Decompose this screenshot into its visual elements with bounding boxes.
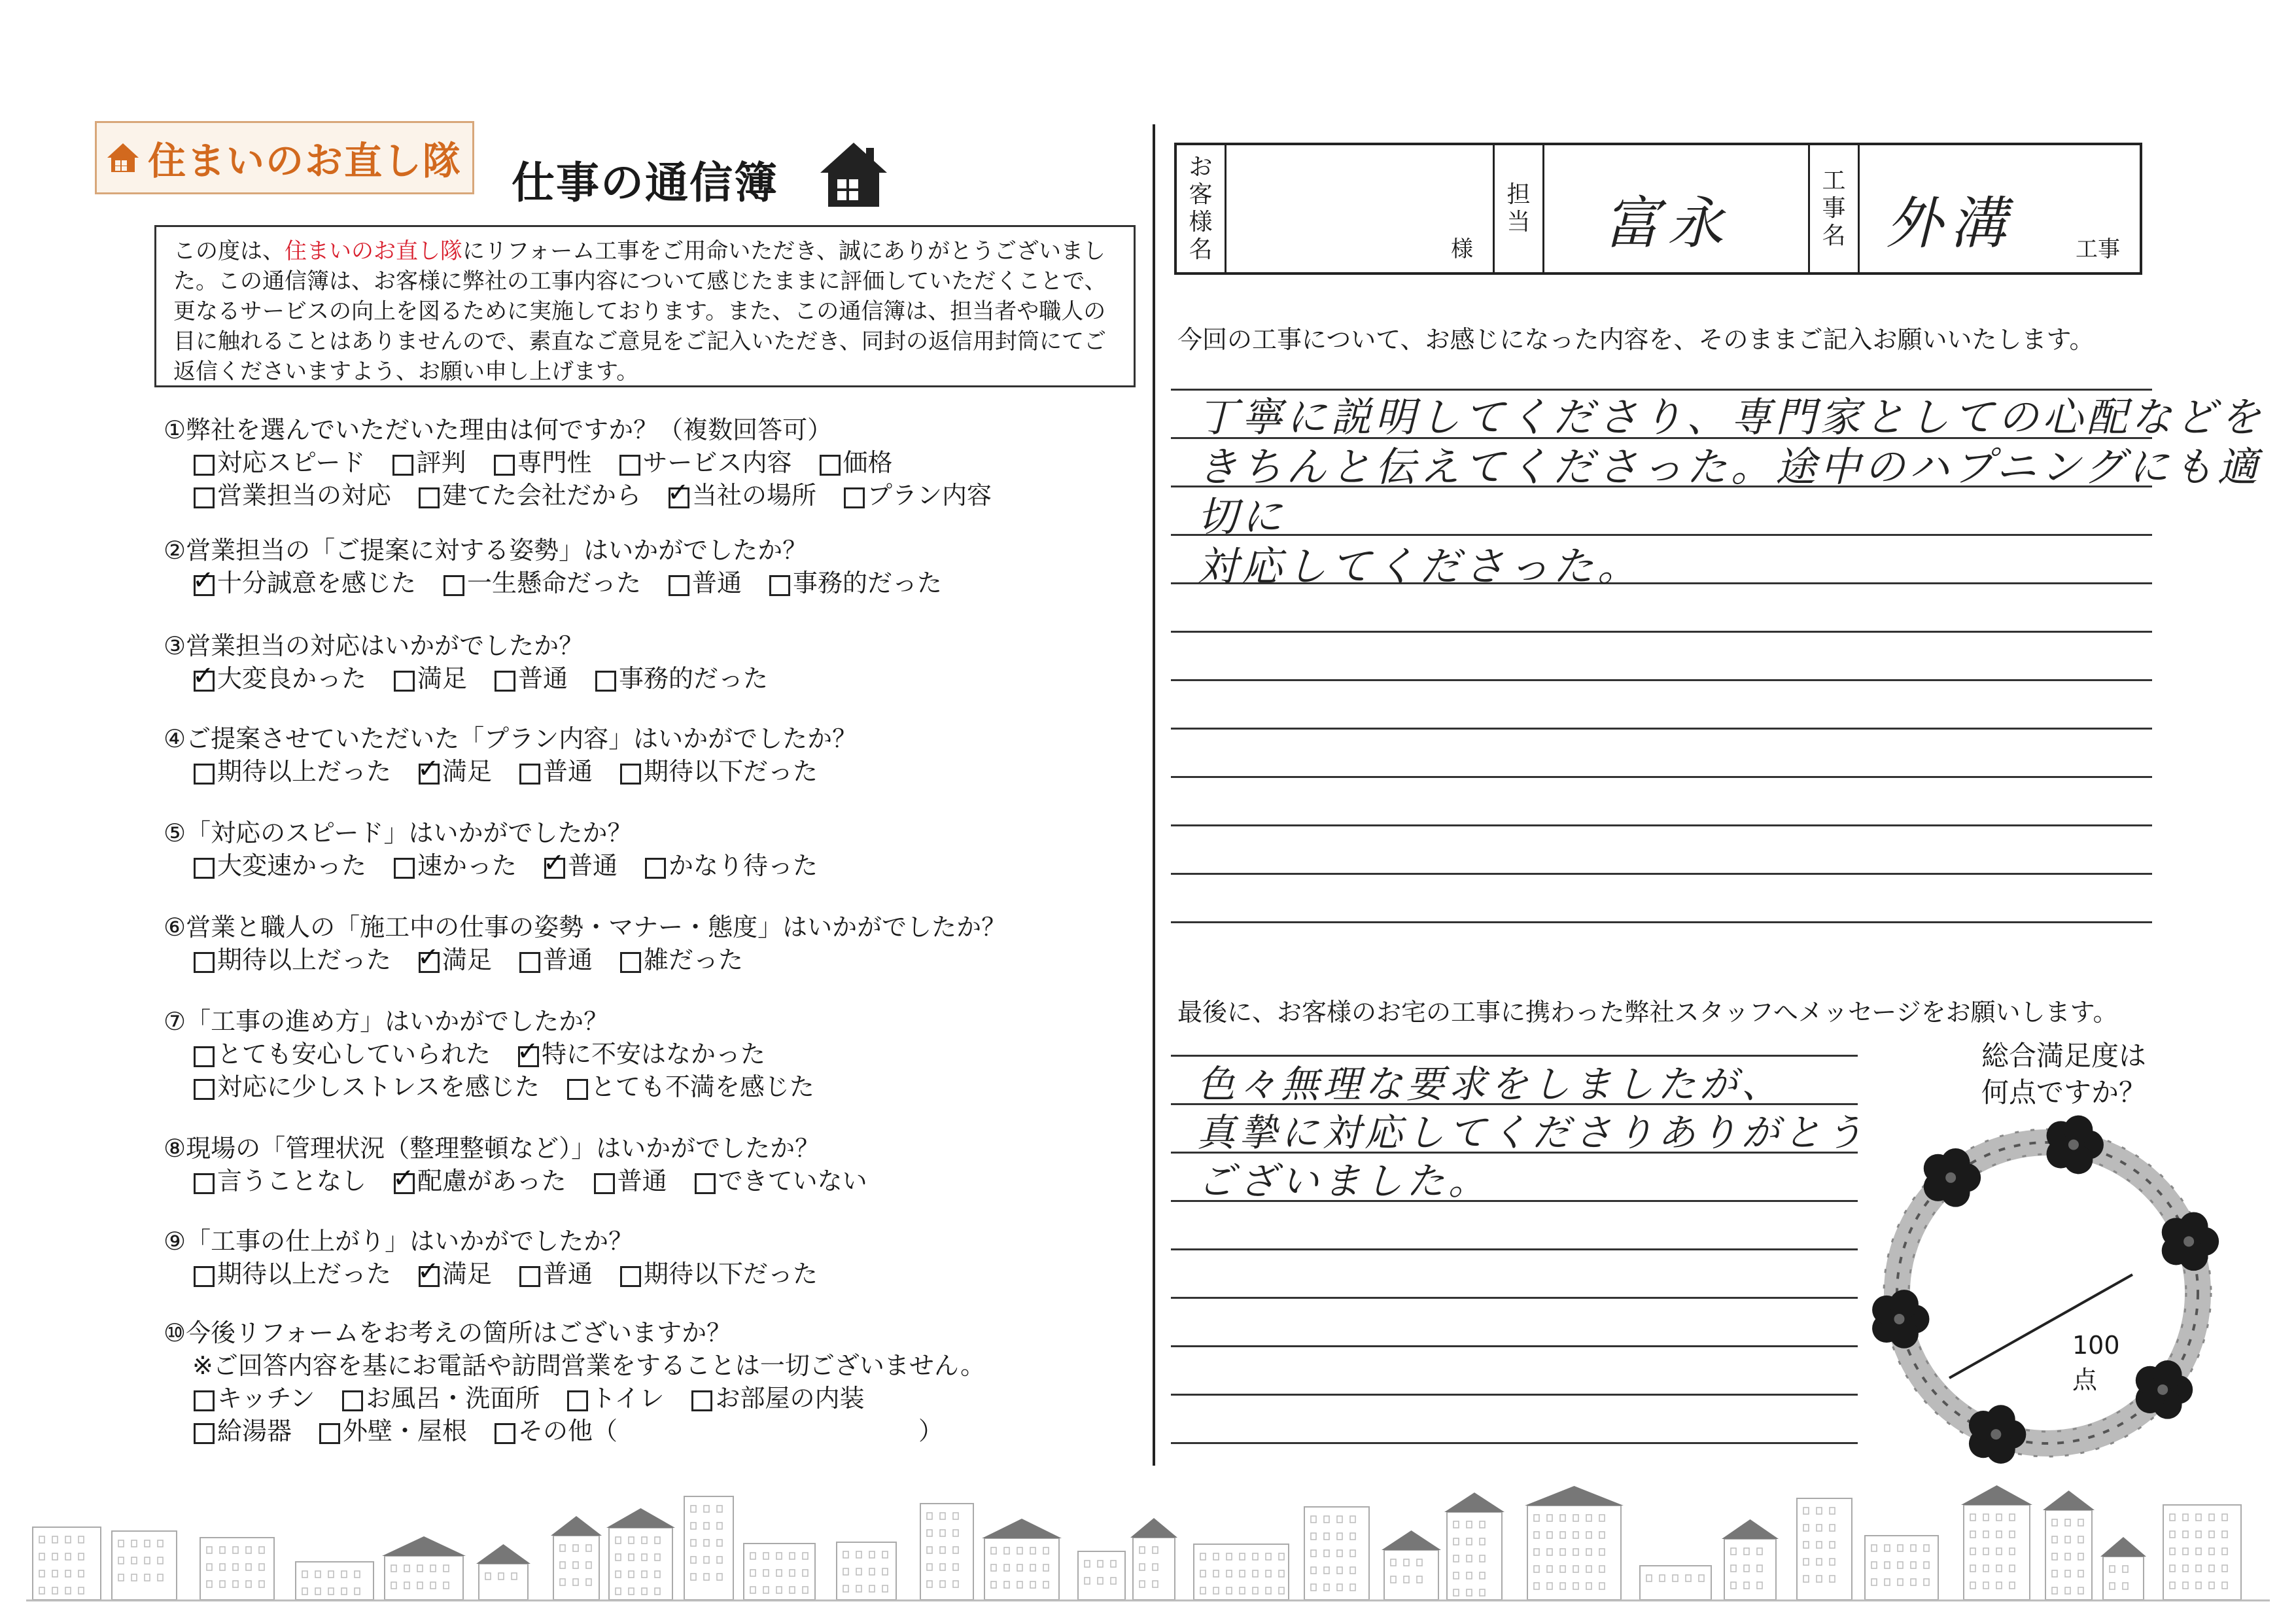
writing-line <box>1171 1394 1858 1396</box>
writing-line <box>1171 873 2152 875</box>
option-row <box>164 755 857 788</box>
checkbox-option[interactable]: 十分誠意を感じた ✓ <box>192 567 416 599</box>
town-building <box>1382 1530 1441 1600</box>
writing-line <box>1171 679 2152 681</box>
question-6 <box>164 911 1006 976</box>
question-text: ⑤「対応のスピード」はいかがでしたか？ <box>164 819 633 847</box>
town-building <box>1525 1486 1624 1600</box>
question-text: ①弊社を選んでいただいた理由は何ですか？（複数回答可） <box>164 415 833 444</box>
town-building <box>551 1516 602 1600</box>
option-row <box>164 1165 894 1197</box>
checkbox-option[interactable]: 普通 <box>593 1165 667 1197</box>
impressions-line-1: 丁寧に説明してくださり、専門家としての心配などを <box>1197 393 2265 441</box>
wreath-flower <box>1872 1290 1929 1349</box>
checkbox-option[interactable]: 期待以下だった <box>619 755 818 788</box>
option-row <box>164 1415 985 1447</box>
checkbox-option[interactable]: 当社の場所 ✓ <box>667 479 816 512</box>
question-1 <box>164 414 1018 512</box>
intro-text-pre: この度は、 <box>173 238 285 264</box>
checkbox-option[interactable]: 期待以上だった <box>192 755 391 788</box>
wreath-flower <box>2162 1212 2219 1271</box>
impressions-line-2: きちんと伝えてくださった。途中のハプニングにも適切に <box>1197 443 2262 540</box>
town-building <box>1444 1492 1505 1600</box>
checkbox-option[interactable]: トイレ <box>566 1382 664 1415</box>
score-max-label: 100点 <box>2072 1331 2120 1394</box>
town-building <box>296 1562 374 1600</box>
customer-label-char: 客 <box>1189 181 1213 208</box>
checkbox-option[interactable]: プラン内容 <box>843 479 992 512</box>
checkbox-option[interactable]: かなり待った <box>644 849 818 882</box>
question-8 <box>164 1132 894 1197</box>
checkbox-option[interactable]: 外壁・屋根 <box>318 1415 467 1447</box>
impressions-handwriting <box>1197 393 2296 591</box>
customer-label-char: 様 <box>1189 209 1213 236</box>
town-building <box>200 1538 274 1600</box>
checkbox-option[interactable]: 普通 <box>518 944 593 976</box>
staff-name: 富永 <box>1603 191 1731 256</box>
score-question-line-1: 総合満足度は <box>1981 1040 2146 1072</box>
town-building <box>982 1519 1062 1600</box>
writing-line <box>1171 776 2152 778</box>
checkbox-option[interactable]: 対応スピード <box>192 446 365 479</box>
town-building <box>1640 1566 1711 1600</box>
writing-line <box>1171 1055 1858 1057</box>
town-building <box>744 1544 815 1600</box>
logo-text: 住まいのお直し隊 <box>148 139 462 183</box>
checkbox-option[interactable]: 評判 <box>391 446 466 479</box>
writing-line <box>1171 824 2152 826</box>
checkbox-option[interactable]: 普通 <box>493 662 568 695</box>
writing-line <box>1171 1345 1858 1347</box>
checkbox-option[interactable]: キッチン <box>192 1382 315 1415</box>
checkbox-option[interactable]: 一生懸命だった <box>442 567 641 599</box>
question-text: ⑩今後リフォームをお考えの箇所はございますか？ <box>164 1318 732 1347</box>
checkbox-option[interactable]: その他（ <box>493 1415 617 1447</box>
work-label-char: 工 <box>1822 168 1846 194</box>
option-row <box>164 944 1006 976</box>
checkbox-option[interactable]: 速かった <box>392 849 517 882</box>
town-building <box>1865 1536 1938 1600</box>
writing-line <box>1171 1297 1858 1299</box>
writing-line <box>1171 1442 1858 1444</box>
question-10 <box>164 1316 985 1447</box>
option-row <box>164 1038 841 1070</box>
wreath-graphic <box>1858 1103 2224 1470</box>
town-building <box>1194 1544 1289 1600</box>
town-illustration <box>26 1485 2270 1603</box>
wreath-flower <box>2047 1116 2104 1174</box>
writing-line <box>1171 631 2152 633</box>
checkbox-option[interactable]: お部屋の内装 <box>690 1382 864 1415</box>
checkbox-option[interactable]: お風呂・洗面所 <box>341 1382 540 1415</box>
town-building <box>2100 1537 2146 1600</box>
town-building <box>1722 1519 1779 1600</box>
option-row <box>164 662 794 695</box>
staff-name-field[interactable] <box>1544 145 1810 272</box>
option-row <box>164 567 968 599</box>
intro-box <box>154 225 1136 387</box>
other-close-paren: ） <box>918 1417 944 1445</box>
checkbox-option[interactable]: 事務的だった <box>768 567 942 599</box>
checkbox-option[interactable]: とても安心していられた <box>192 1038 491 1070</box>
town-building <box>1130 1518 1177 1600</box>
message-line-1: 色々無理な要求をしましたが、 <box>1197 1062 1784 1106</box>
town-building <box>112 1531 177 1600</box>
checkbox-option[interactable]: 営業担当の対応 <box>192 479 391 512</box>
work-suffix: 工事 <box>2076 236 2120 262</box>
question-2 <box>164 534 968 599</box>
town-building <box>1961 1485 2032 1600</box>
checkbox-option[interactable]: 言うことなし <box>192 1165 366 1197</box>
staff-label-char: 担 <box>1506 181 1531 208</box>
checkbox-option[interactable]: 大変良かった ✓ <box>192 662 366 695</box>
staff-label-char: 当 <box>1506 209 1531 236</box>
town-building <box>382 1536 466 1600</box>
question-text: ③営業担当の対応はいかがでしたか？ <box>164 631 584 660</box>
customer-label <box>1177 145 1226 272</box>
checkbox-option[interactable]: 満足 ✓ <box>417 944 492 976</box>
town-building <box>1304 1507 1369 1600</box>
question-5 <box>164 817 844 882</box>
town-building <box>920 1504 973 1600</box>
impressions-line-3: 対応してくださった。 <box>1197 542 1643 590</box>
town-building <box>684 1496 733 1600</box>
option-row <box>164 1070 841 1103</box>
town-building <box>2043 1491 2095 1600</box>
score-question-line-2: 何点ですか？ <box>1981 1076 2146 1108</box>
checkbox-option[interactable]: 事務的だった <box>594 662 768 695</box>
message-prompt: 最後に、お客様のお宅の工事に携わった弊社スタッフへメッセージをお願いします。 <box>1177 998 2118 1027</box>
writing-line <box>1171 728 2152 730</box>
town-building <box>837 1542 896 1600</box>
checkbox-option[interactable]: サービス内容 <box>618 446 792 479</box>
town-building <box>33 1527 101 1600</box>
checkbox-option[interactable]: 満足 <box>392 662 467 695</box>
checkbox-option[interactable]: 期待以上だった <box>192 1258 391 1290</box>
checkbox-option[interactable]: 満足 ✓ <box>417 755 492 788</box>
house-logo-icon <box>106 141 140 175</box>
message-line-2: 真摯に対応してくださりありがとう <box>1197 1110 1868 1155</box>
question-note: ※ご回答内容を基にお電話や訪問営業をすることは一切ございません。 <box>192 1351 986 1380</box>
info-table <box>1174 143 2142 275</box>
question-text: ⑦「工事の進め方」はいかがでしたか？ <box>164 1007 609 1036</box>
score-area <box>1858 1038 2146 1470</box>
option-row <box>164 1258 844 1290</box>
checkbox-option[interactable]: 雑だった <box>619 944 743 976</box>
town-building <box>1078 1551 1125 1600</box>
checkbox-option[interactable]: 普通 <box>518 1258 593 1290</box>
customer-name-field[interactable] <box>1226 145 1495 272</box>
checkbox-option[interactable]: 専門性 <box>493 446 592 479</box>
customer-label-char: 名 <box>1189 236 1213 263</box>
question-text: ⑨「工事の仕上がり」はいかがでしたか？ <box>164 1227 634 1256</box>
question-3 <box>164 629 794 695</box>
checkbox-option[interactable]: とても不満を感じた <box>566 1070 814 1103</box>
town-building <box>2163 1505 2241 1600</box>
work-label <box>1810 145 1860 272</box>
house-icon <box>818 139 890 211</box>
customer-label-char: お <box>1189 154 1213 181</box>
writing-line <box>1171 921 2152 923</box>
work-name-field[interactable] <box>1860 145 2140 272</box>
message-handwriting <box>1197 1060 1867 1205</box>
checkbox-option[interactable]: 価格 <box>818 446 893 479</box>
customer-suffix: 様 <box>1451 236 1473 262</box>
checkbox-option[interactable]: 給湯器 <box>192 1415 292 1447</box>
checkbox-option[interactable]: 配慮があった ✓ <box>392 1165 566 1197</box>
option-row <box>164 479 1018 512</box>
checkbox-option[interactable]: 普通 <box>518 755 593 788</box>
page-title: 仕事の通信簿 <box>512 158 778 208</box>
checkbox-option[interactable]: 対応に少しストレスを感じた <box>192 1070 540 1103</box>
work-label-char: 事 <box>1822 195 1846 222</box>
message-line-3: ございました。 <box>1197 1159 1491 1203</box>
question-9 <box>164 1225 844 1290</box>
question-text: ⑥営業と職人の「施工中の仕事の姿勢・マナー・態度」はいかがでしたか？ <box>164 913 1007 942</box>
company-logo <box>95 121 474 194</box>
staff-label <box>1495 145 1544 272</box>
checkbox-option[interactable]: 普通 ✓ <box>543 849 617 882</box>
intro-text-post: にリフォーム工事をご用命いただき、誠にありがとうございました。この通信簿は、お客様に弊社の工事内容について感じたままに評価していただくことで、更なるサービスの向上を図るために実施しております。また、この通信簿は、担当者や職人の目に触れることはありませんので、素直なご意見をご記入いただき、同封の返信用封筒にてご返信くださいますよう、お願い申し上げます。 <box>173 238 1107 385</box>
writing-line <box>1171 1248 1858 1250</box>
option-row <box>164 849 844 882</box>
checkbox-option[interactable]: 期待以上だった <box>192 944 391 976</box>
town-building <box>476 1544 531 1600</box>
question-text: ②営業担当の「ご提案に対する姿勢」はいかがでしたか？ <box>164 536 808 565</box>
checkbox-option[interactable]: 大変速かった <box>192 849 366 882</box>
checkbox-option[interactable]: 期待以下だった <box>619 1258 818 1290</box>
score-question <box>1959 1038 2168 1111</box>
checkbox-option[interactable]: 普通 <box>667 567 742 599</box>
wreath-flower <box>1969 1405 2026 1464</box>
intro-company-name: 住まいのお直し隊 <box>285 238 462 264</box>
option-row <box>164 1382 985 1415</box>
question-text: ④ご提案させていただいた「プラン内容」はいかがでしたか？ <box>164 724 858 753</box>
question-text: ⑧現場の「管理状況（整理整頓など）」はいかがでしたか？ <box>164 1134 820 1163</box>
work-name: 外溝 <box>1886 191 2014 256</box>
town-building <box>606 1508 675 1600</box>
option-row <box>164 446 1018 479</box>
work-label-char: 名 <box>1822 222 1846 249</box>
writing-line <box>1171 389 2152 391</box>
checkbox-option[interactable]: できていない <box>693 1165 867 1197</box>
checkbox-option[interactable]: 特に不安はなかった ✓ <box>517 1038 765 1070</box>
checkbox-option[interactable]: 満足 ✓ <box>417 1258 492 1290</box>
checkbox-option[interactable]: 建てた会社だから <box>417 479 641 512</box>
town-building <box>1797 1498 1852 1600</box>
column-divider <box>1153 124 1155 1466</box>
question-4 <box>164 722 857 788</box>
question-7 <box>164 1005 841 1103</box>
impressions-prompt: 今回の工事について、お感じになった内容を、そのままご記入お願いいたします。 <box>1177 325 2095 354</box>
